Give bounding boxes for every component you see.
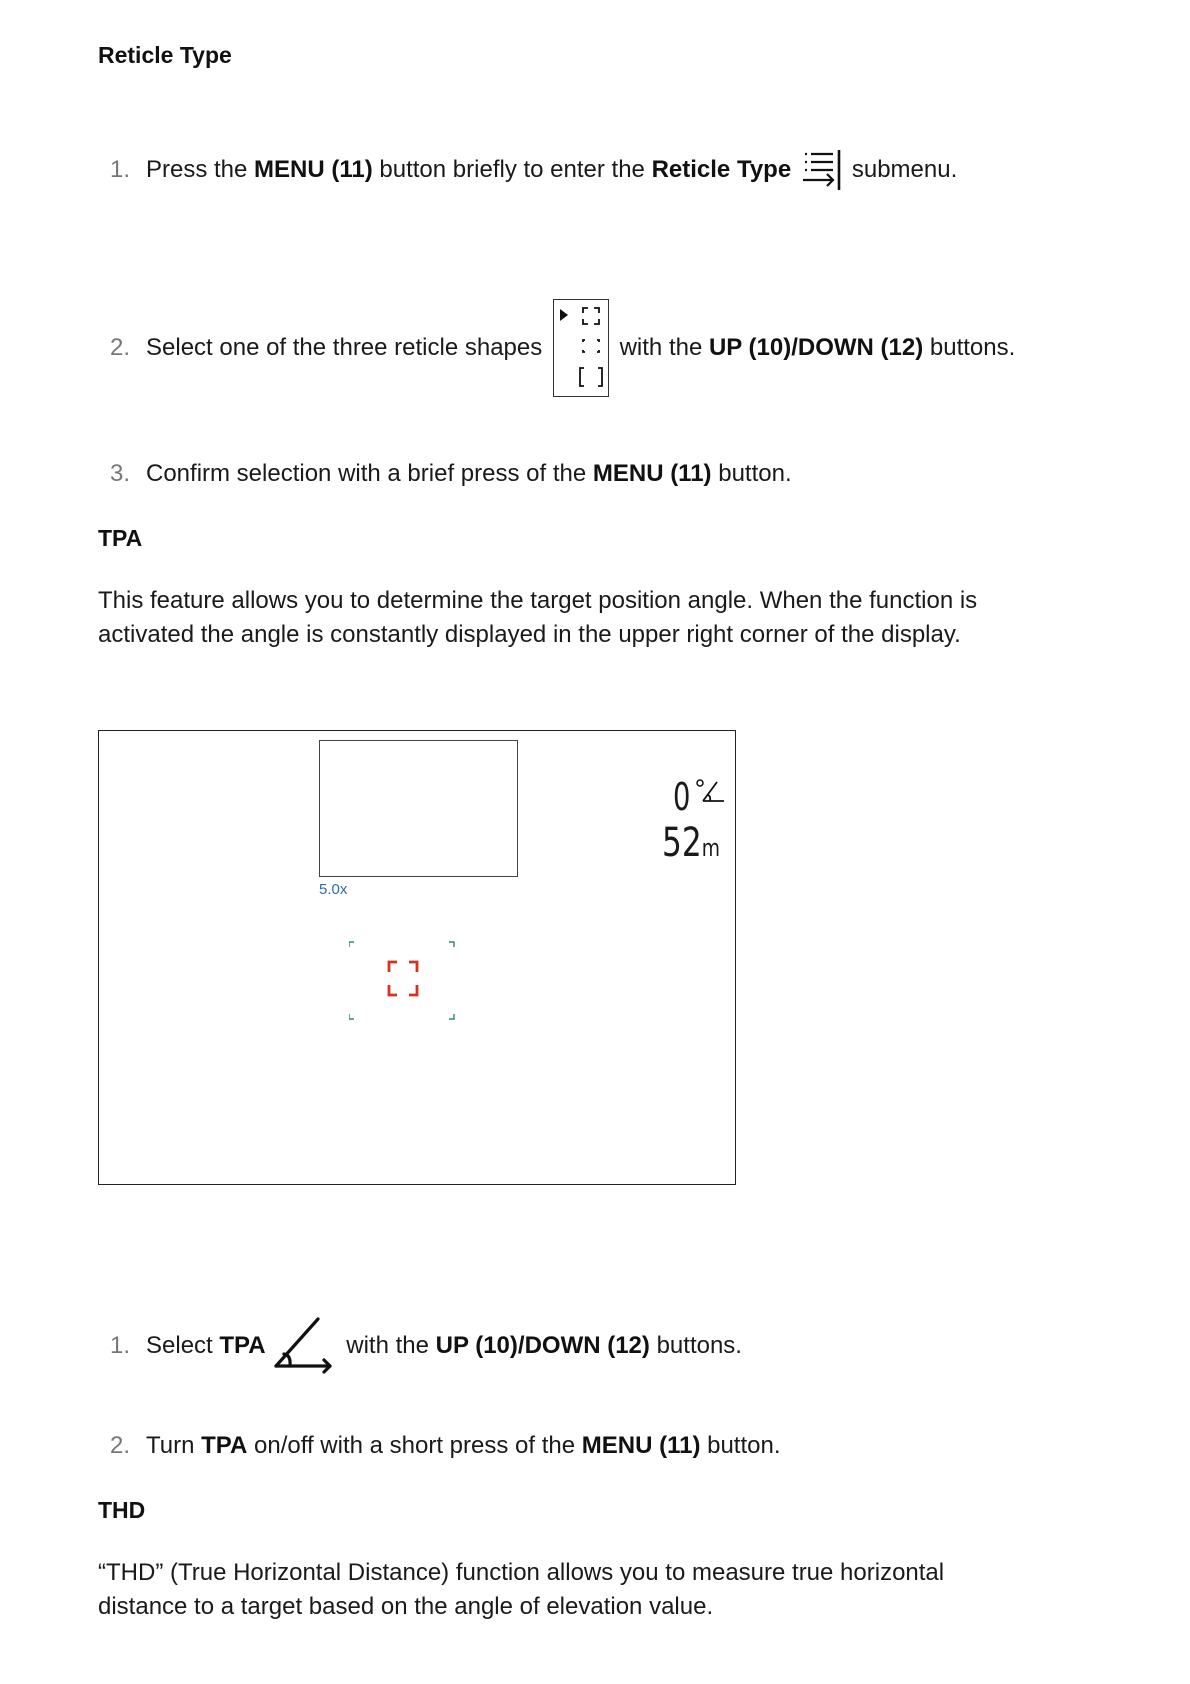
- pip-window: [319, 740, 518, 877]
- reticle: [349, 939, 479, 1039]
- section-title-tpa: TPA: [98, 525, 143, 551]
- reticle-shapes-selector-icon: [553, 299, 609, 397]
- tpa-angle-icon: [270, 1316, 336, 1376]
- angle-icon: [695, 779, 727, 805]
- reticle-type-menu-icon: [801, 148, 843, 192]
- distance-readout: [662, 820, 720, 866]
- section-title-reticle-type: Reticle Type: [98, 42, 232, 68]
- tpa-angle-readout: [673, 775, 733, 823]
- section-title-thd: THD: [98, 1497, 146, 1523]
- reticle-center-brackets: [389, 962, 417, 995]
- reticle-step-1: 1. Press the MENU (11) button briefly to enter the Reticle Type submenu.: [110, 148, 957, 192]
- distance-unit: m: [701, 834, 720, 862]
- zoom-level: 5.0x: [319, 881, 348, 898]
- angle-value: 0: [673, 775, 691, 819]
- up-down-buttons-ref: UP (10)/DOWN (12): [435, 1332, 650, 1359]
- reticle-outer-corners: [349, 942, 454, 1019]
- reticle-step-2: 2. Select one of the three reticle shapes with the UP (10)/DOWN (12) buttons.: [110, 298, 1015, 398]
- tpa-step-2: 2. Turn TPA on/off with a short press of the MENU (11) button.: [110, 1432, 781, 1459]
- tpa-ref: TPA: [219, 1332, 266, 1359]
- thd-description: “THD” (True Horizontal Distance) function allows you to measure true horizontal distance to a target based on the angle of elevation value.: [98, 1559, 945, 1620]
- step-number: 3.: [110, 460, 131, 487]
- reticle-type-ref: Reticle Type: [651, 156, 792, 183]
- step-number: 1.: [110, 156, 131, 183]
- tpa-ref: TPA: [201, 1432, 248, 1459]
- tpa-step-1: 1. Select TPA with the UP (10)/DOWN (12) buttons.: [110, 1316, 742, 1376]
- up-down-buttons-ref: UP (10)/DOWN (12): [708, 334, 924, 361]
- menu-button-ref: MENU (11): [254, 156, 373, 183]
- display-illustration: [98, 730, 736, 1185]
- reticle-step-3: 3. Confirm selection with a brief press of the MENU (11) button.: [110, 460, 792, 487]
- step-number: 2.: [110, 1432, 131, 1459]
- step-number: 2.: [110, 334, 131, 361]
- menu-button-ref: MENU (11): [592, 460, 712, 487]
- tpa-description: This feature allows you to determine the target position angle. When the function is activated the angle is constantly displayed in the upper right corner of the display.: [98, 587, 978, 648]
- menu-button-ref: MENU (11): [581, 1432, 701, 1459]
- step-number: 1.: [110, 1332, 131, 1359]
- distance-value: 52: [662, 820, 702, 866]
